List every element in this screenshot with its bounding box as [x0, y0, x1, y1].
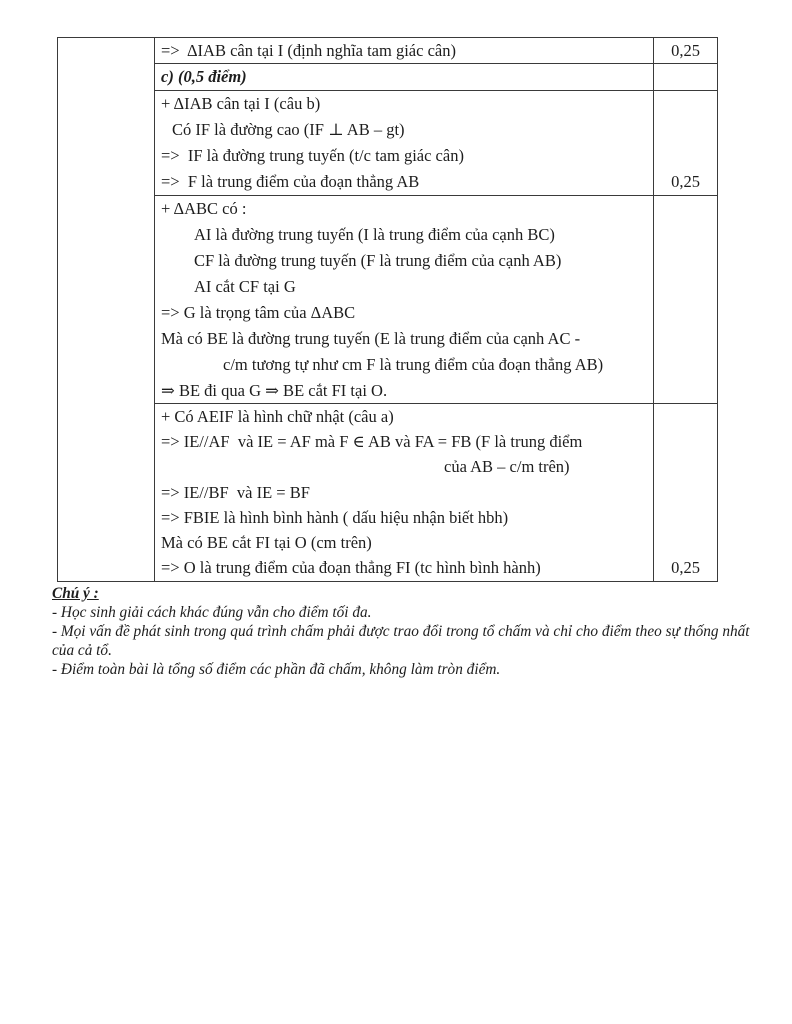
- points-value: 0,25: [671, 172, 700, 191]
- table-rows: [155, 38, 717, 581]
- answer-line: + ΔABC có :: [161, 199, 247, 218]
- table-row: [155, 196, 717, 404]
- answer-line: của AB – c/m trên): [444, 457, 570, 477]
- table-row: [155, 38, 717, 64]
- answer-line: AI cắt CF tại G: [194, 277, 296, 296]
- answer-line: => ΔIAB cân tại I (định nghĩa tam giác cân): [161, 41, 456, 60]
- notes-section: [52, 584, 758, 679]
- note-item: - Mọi vấn đề phát sinh trong quá trình chấm phải được trao đổi trong tổ chấm và chỉ cho điểm theo sự thống nhất của cả tổ.: [52, 623, 750, 659]
- points-cell: [653, 64, 717, 90]
- answer-line: + Có AEIF là hình chữ nhật (câu a): [161, 407, 394, 426]
- points-cell: [653, 38, 717, 63]
- notes-list: [52, 603, 758, 679]
- answer-line: AI là đường trung tuyến (I là trung điểm của cạnh BC): [194, 225, 555, 244]
- table-row: [155, 404, 717, 581]
- answer-line: => IF là đường trung tuyến (t/c tam giác cân): [161, 146, 464, 165]
- points-value: 0,25: [671, 558, 700, 577]
- answer-line: Có IF là đường cao (IF ⊥ AB – gt): [172, 120, 405, 139]
- answer-line: Mà có BE cắt FI tại O (cm trên): [161, 533, 372, 553]
- grading-table: [57, 37, 718, 582]
- answer-line: => F là trung điểm của đoạn thẳng AB: [161, 172, 420, 191]
- question-number-column: [58, 38, 155, 581]
- answer-line: Mà có BE là đường trung tuyến (E là trung điểm của cạnh AC -: [161, 329, 581, 348]
- points-value: 0,25: [671, 41, 700, 60]
- answer-cell: [155, 404, 653, 581]
- answer-line: => IE//BF và IE = BF: [161, 482, 310, 502]
- table-row: [155, 64, 717, 91]
- answer-cell: [155, 91, 653, 195]
- answer-cell: [155, 196, 653, 403]
- answer-line: CF là đường trung tuyến (F là trung điểm của cạnh AB): [194, 251, 562, 270]
- points-cell: [653, 91, 717, 195]
- answer-line: c) (0,5 điểm): [161, 67, 247, 86]
- answer-line: => FBIE là hình bình hành ( dấu hiệu nhận biết hbh): [161, 507, 509, 527]
- answer-cell: [155, 64, 653, 90]
- answer-line: => IE//AF và IE = AF mà F ∈ AB và FA = FB (F là trung điểm: [161, 432, 583, 452]
- answer-line: ⇒ BE đi qua G ⇒ BE cắt FI tại O.: [161, 381, 388, 400]
- answer-cell: [155, 38, 653, 63]
- answer-line: + ΔIAB cân tại I (câu b): [161, 94, 321, 113]
- points-cell: [653, 196, 717, 403]
- points-cell: [653, 404, 717, 581]
- note-item: - Điểm toàn bài là tổng số điểm các phần đã chấm, không làm tròn điểm.: [52, 661, 501, 678]
- table-row: [155, 91, 717, 196]
- note-item: - Học sinh giải cách khác đúng vẫn cho điểm tối đa.: [52, 604, 372, 621]
- answer-line: c/m tương tự như cm F là trung điểm của đoạn thẳng AB): [223, 355, 604, 374]
- answer-line: => G là trọng tâm của ΔABC: [161, 303, 356, 322]
- notes-title: Chú ý :: [52, 585, 99, 602]
- answer-line: => O là trung điểm của đoạn thẳng FI (tc hình bình hành): [161, 558, 541, 578]
